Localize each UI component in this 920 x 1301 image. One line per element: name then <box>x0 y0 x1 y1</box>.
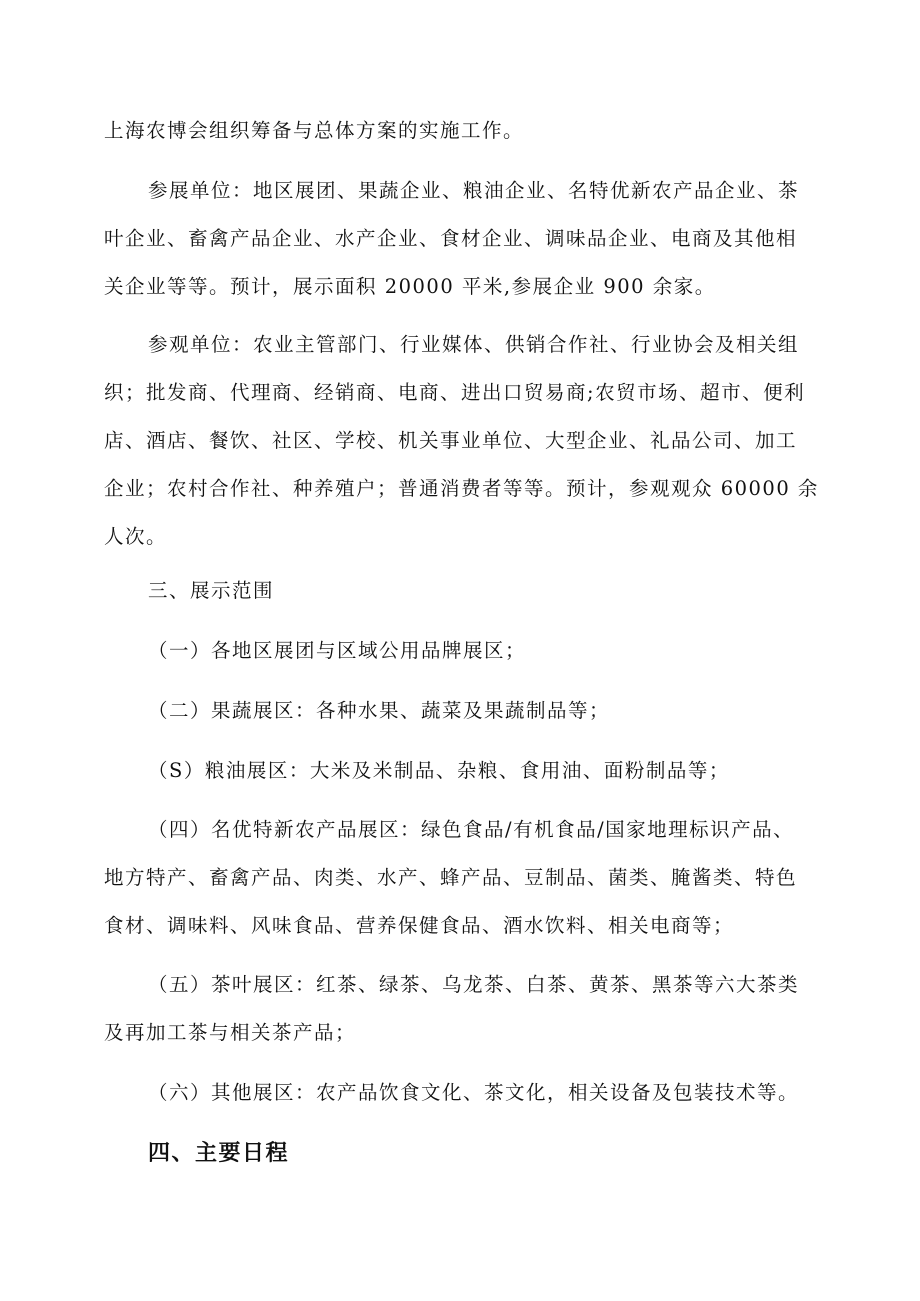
paragraph-intro-continuation <box>104 107 824 155</box>
text-line: 三、展示范围 <box>148 579 275 602</box>
text-line: （五）茶叶展区：红茶、绿茶、乌龙茶、白茶、黄茶、黑茶等六大茶类 <box>148 973 800 996</box>
subheading-exhibit-scope <box>104 567 824 615</box>
text-line: （二）果蔬展区：各种水果、蔬菜及果蔬制品等； <box>148 699 611 722</box>
list-item-regional-zone <box>104 627 824 675</box>
list-item-specialty-products-zone <box>104 806 824 950</box>
text-line: 参展单位：地区展团、果蔬企业、粮油企业、名特优新农产品企业、茶 <box>148 179 800 202</box>
section-heading-main-schedule: 四、主要日程 <box>148 1141 290 1166</box>
text-line: 上海农博会组织筹备与总体方案的实施工作。 <box>104 119 525 142</box>
text-line: 及再加工茶与相关茶产品； <box>104 1021 357 1044</box>
text-line: 参观单位：农业主管部门、行业媒体、供销合作社、行业协会及相关组 <box>148 333 800 356</box>
text-line: 叶企业、畜禽产品企业、水产企业、食材企业、调味品企业、电商及其他相 <box>104 227 798 250</box>
text-line: 人次。 <box>104 525 168 548</box>
text-line: （S）粮油展区：大米及米制品、杂粮、食用油、面粉制品等； <box>148 759 730 782</box>
text-line: 食材、调味料、风味食品、营养保健食品、酒水饮料、相关电商等； <box>104 914 735 937</box>
text-line: （一）各地区展团与区域公用品牌展区； <box>148 639 527 662</box>
text-line: （四）名优特新农产品展区：绿色食品/有机食品/国家地理标识产品、 <box>148 818 795 841</box>
text-line: 店、酒店、餐饮、社区、学校、机关事业单位、大型企业、礼品公司、加工 <box>104 429 798 452</box>
paragraph-visitors <box>104 321 824 561</box>
text-line: 关企业等等。预计，展示面积 20000 平米,参展企业 900 余家。 <box>104 275 716 298</box>
list-item-fruit-veg-zone <box>104 687 824 735</box>
text-line: 织；批发商、代理商、经销商、电商、进出口贸易商;农贸市场、超市、便利 <box>104 381 806 404</box>
list-item-other-zone <box>104 1069 824 1117</box>
text-line: （六）其他展区：农产品饮食文化、茶文化，相关设备及包装技术等。 <box>148 1081 800 1104</box>
text-line: 地方特产、畜禽产品、肉类、水产、蜂产品、豆制品、菌类、腌酱类、特色 <box>104 866 798 889</box>
paragraph-exhibitors <box>104 167 824 311</box>
text-line: 企业；农村合作社、种养殖户；普通消费者等等。预计，参观观众 60000 余 <box>104 477 819 500</box>
list-item-grain-oil-zone <box>104 747 824 795</box>
list-item-tea-zone <box>104 961 824 1057</box>
